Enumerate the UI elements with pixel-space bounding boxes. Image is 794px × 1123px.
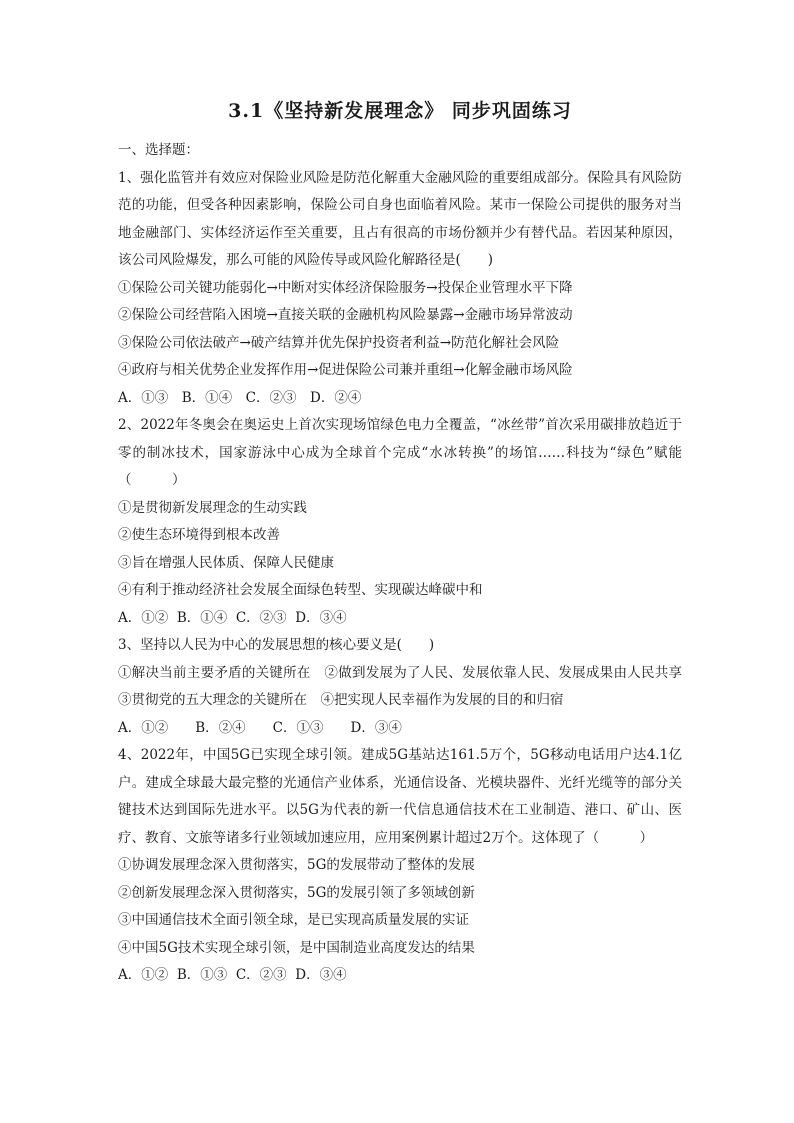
question-option: ②使生态环境得到根本改善	[118, 527, 280, 543]
question-option: ④中国5G技术实现全球引领，是中国制造业高度发达的结果	[118, 939, 475, 956]
question-stem: 3、坚持以人民为中心的发展思想的核心要义是( )	[118, 637, 435, 653]
question-option: ①是贯彻新发展理念的生动实践	[118, 499, 307, 516]
answer-choices: A．①② B．②④ C．①③ D．③④	[118, 719, 402, 736]
question-2	[118, 412, 682, 632]
question-option: ④有利于推动经济社会发展全面绿色转型、实现碳达峰碳中和	[118, 582, 483, 598]
question-option: ①解决当前主要矛盾的关键所在 ②做到发展为了人民、发展依靠人民、发展成果由人民共享 ③贯彻党的五大理念的关键所在 ④把实现人民幸福作为发展的目的和归宿	[118, 664, 696, 708]
question-option: ③保险公司依法破产→破产结算并优先保护投资者利益→防范化解社会风险	[118, 334, 560, 351]
answer-choices: A．①② B．①④ C．②③ D．③④	[118, 609, 347, 626]
page-title: 3.1《坚持新发展理念》 同步巩固练习	[228, 100, 572, 122]
question-option: ①保险公司关键功能弱化→中断对实体经济保险服务→投保企业管理水平下降	[118, 279, 573, 296]
question-1	[118, 165, 682, 413]
answer-choices: A．①③ B．①④ C．②③ D．②④	[118, 389, 362, 406]
section-heading: 一、选择题：	[118, 142, 199, 158]
question-option: ②创新发展理念深入贯彻落实，5G的发展引领了多领域创新	[118, 884, 475, 901]
question-option: ③中国通信技术全面引领全球，是已实现高质量发展的实证	[118, 912, 469, 928]
question-stem: 4、2022年，中国5G已实现全球引领。建成5G基站达161.5万个，5G移动电话用户达4.1亿户。建成全球最大最完整的光通信产业体系，光通信设备、光模块器件、光纤光缆等的部分关键技术达到国际先进水平。以5G为代表的新一代信息通信技术在工业制造、港口、矿山、医疗、教育、文旅等诸多行业领域加速应用，应用案例累计超过2万个。这体现了（ ）	[118, 747, 682, 846]
question-option: ③旨在增强人民体质、保障人民健康	[118, 554, 334, 571]
question-stem: 2、2022年冬奥会在奥运史上首次实现场馆绿色电力全覆盖，“冰丝带”首次采用碳排放趋近于零的制冰技术，国家游泳中心成为全球首个完成“水冰转换”的场馆……科技为“绿色”赋能（ ）	[118, 417, 682, 488]
question-option: ①协调发展理念深入贯彻落实，5G的发展带动了整体的发展	[118, 857, 475, 873]
question-3	[118, 632, 696, 742]
answer-choices: A．①② B．①③ C．②③ D．③④	[118, 967, 347, 983]
question-stem: 1、强化监管并有效应对保险业风险是防范化解重大金融风险的重要组成部分。保险具有风险防范的功能，但受各种因素影响，保险公司自身也面临着风险。某市一保险公司提供的服务对当地金融部门、实体经济运作至关重要，且占有很高的市场份额并少有替代品。若因某种原因，该公司风险爆发，那么可能的风险传导或风险化解路径是( )	[118, 169, 682, 268]
question-option: ④政府与相关优势企业发挥作用→促进保险公司兼并重组→化解金融市场风险	[118, 362, 573, 378]
question-option: ②保险公司经营陷入困境→直接关联的金融机构风险暴露→金融市场异常波动	[118, 307, 573, 323]
question-4	[118, 742, 682, 990]
